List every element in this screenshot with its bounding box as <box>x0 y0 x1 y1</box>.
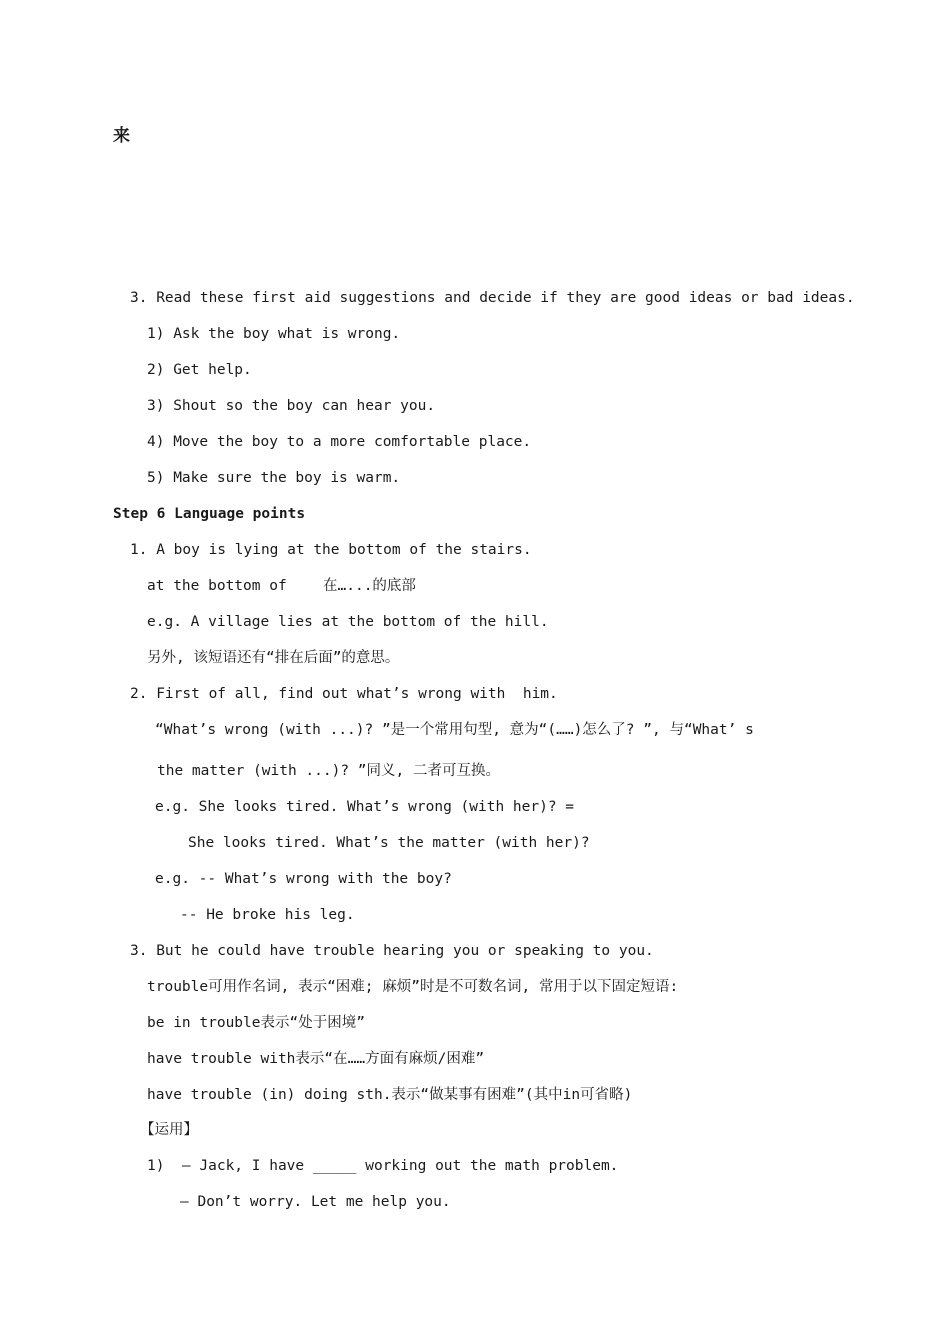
point1-meaning: 在…...的底部 <box>323 578 416 594</box>
point2-sentence: 2. First of all, find out what’s wrong with him. <box>130 686 558 702</box>
list-item: 2) Get help. <box>147 362 252 378</box>
point3-phrase2: have trouble with表示“在……方面有麻烦/困难” <box>147 1051 485 1067</box>
point2-example1: e.g. She looks tired. What’s wrong (with her)? = <box>155 799 575 815</box>
step6-heading: Step 6 Language points <box>113 506 306 522</box>
point2-explain-line2: the matter (with ...)? ”同义, 二者可互换。 <box>157 763 500 779</box>
point2-example2-answer: -- He broke his leg. <box>180 907 355 923</box>
header-char: 来 <box>113 126 130 146</box>
point1-sentence: 1. A boy is lying at the bottom of the stairs. <box>130 542 532 558</box>
practice-question1: 1) — Jack, I have _____ working out the math problem. <box>147 1158 619 1174</box>
practice-question1-reply: — Don’t worry. Let me help you. <box>180 1194 451 1210</box>
list-item: 4) Move the boy to a more comfortable place. <box>147 434 532 450</box>
point2-explain-line1: “What’s wrong (with ...)? ”是一个常用句型, 意为“(……)怎么了? ”, 与“What’ s <box>155 722 754 738</box>
list-item: 1) Ask the boy what is wrong. <box>147 326 401 342</box>
list-item: 3) Shout so the boy can hear you. <box>147 398 436 414</box>
point2-example1-continued: She looks tired. What’s the matter (with her)? <box>188 835 590 851</box>
point1-example: e.g. A village lies at the bottom of the hill. <box>147 614 549 630</box>
point3-phrase1: be in trouble表示“处于困境” <box>147 1015 365 1031</box>
list-item: 5) Make sure the boy is warm. <box>147 470 401 486</box>
point1-note: 另外, 该短语还有“排在后面”的意思。 <box>147 650 400 666</box>
practice-label: 【运用】 <box>140 1122 198 1138</box>
point1-phrase: at the bottom of <box>147 578 287 594</box>
section3-title: 3. Read these first aid suggestions and decide if they are good ideas or bad ideas. <box>130 290 855 306</box>
point3-sentence: 3. But he could have trouble hearing you or speaking to you. <box>130 943 654 959</box>
point3-explain: trouble可用作名词, 表示“困难; 麻烦”时是不可数名词, 常用于以下固定短语: <box>147 979 679 995</box>
point3-phrase3: have trouble (in) doing sth.表示“做某事有困难”(其中in可省略) <box>147 1087 633 1103</box>
point2-example2: e.g. -- What’s wrong with the boy? <box>155 871 452 887</box>
